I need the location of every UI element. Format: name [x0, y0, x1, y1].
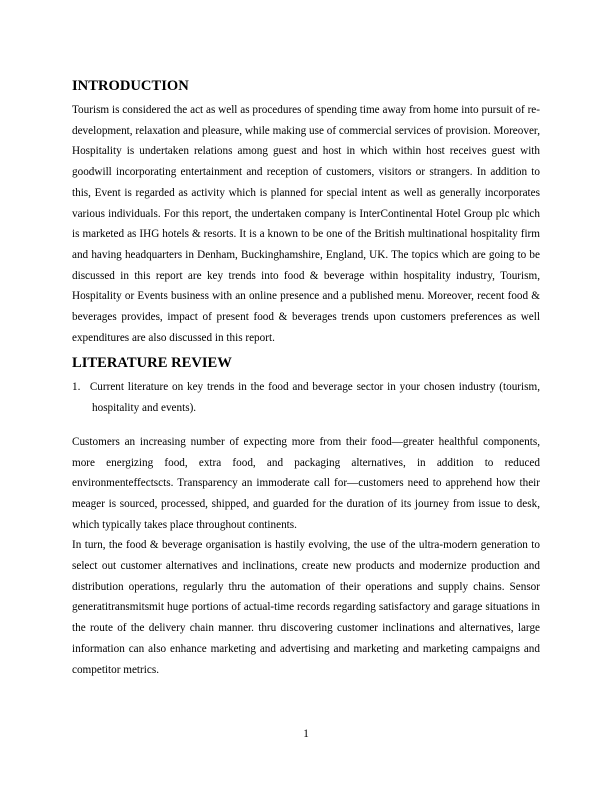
literature-review-heading: LITERATURE REVIEW: [72, 355, 232, 372]
introduction-paragraph: Tourism is considered the act as well as procedures of spending time away from home into pursuit of re-development, relaxation and pleasure, while making use of commercial services of provision. Moreover, Hospitality is undertaken relations among guest and host in which within host receives guest with goodwill incorporating entertainment and reception of customers, visitors or strangers. In addition to this, Event is regarded as activity which is planned for special intent as well as generally incorporates various individuals. For this report, the undertaken company is InterContinental Hotel Group plc which is marketed as IHG hotels & resorts. It is a known to be one of the British multinational hospitality firm and having headquarters in Denham, Buckinghamshire, England, UK. The topics which are going to be discussed in this report are key trends into food & beverage within hospitality industry, Tourism, Hospitality or Events business with an online presence and a published menu. Moreover, recent food & beverages provides, impact of present food & beverages trends upon customers preferences as well expenditures are also discussed in this report.: [72, 104, 540, 344]
introduction-heading: INTRODUCTION: [72, 78, 189, 94]
list-item-text: Current literature on key trends in the food and beverage sector in your chosen industry (tourism, hospitality and events).: [89, 381, 540, 415]
literature-paragraph-1: Customers an increasing number of expecting more from their food—greater healthful components, more energizing food, extra food, and packaging alternatives, in addition to reduced environmenteffectscts. Transparency an immoderate call for—customers need to apprehend how their meager is sourced, processed, shipped, and guarded for the duration of its journey from issue to desk, which typically takes place throughout continents.: [72, 435, 540, 531]
numbered-list-item: [72, 377, 540, 418]
document-page: [72, 77, 540, 680]
page-number: 1: [303, 728, 309, 740]
literature-paragraph-2: In turn, the food & beverage organisation is hastily evolving, the use of the ultra-modern generation to select out customer alternatives and inclinations, create new products and modernize production and distribution operations, regularly thru the automation of their operations and supply chains. Sensor generatitransmitsmit huge portions of actual-time records regarding satisfactory and garage situations in the route of the delivery chain manner. thru discovering customer inclinations and alternatives, large information can also enhance marketing and advertising and marketing and marketing campaigns and competitor metrics.: [72, 539, 540, 676]
list-item-number: 1.: [72, 381, 81, 394]
